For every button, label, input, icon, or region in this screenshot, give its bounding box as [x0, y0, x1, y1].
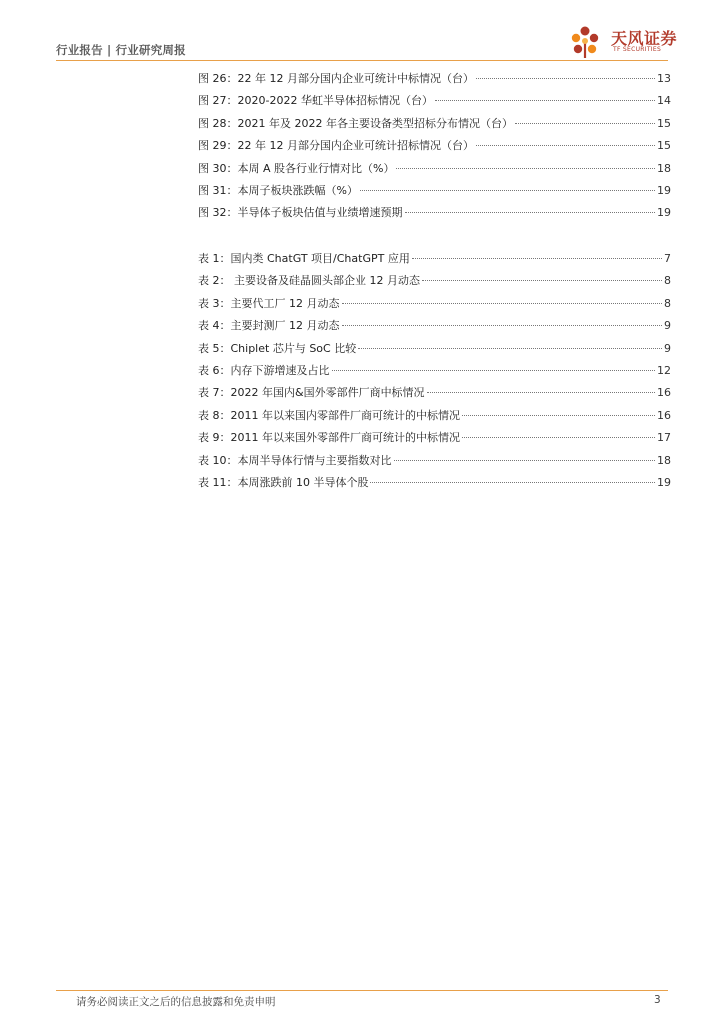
- toc-entry-figure[interactable]: [198, 202, 671, 224]
- figure-list: [198, 68, 671, 225]
- footer-divider: [56, 990, 668, 991]
- toc-entry-page: 16: [657, 386, 671, 400]
- toc-entry-label: 表 1：国内类 ChatGT 项目/ChatGPT 应用: [198, 252, 410, 265]
- dot-leader: [370, 482, 655, 483]
- toc-entry-table[interactable]: [198, 405, 671, 427]
- toc-entry-page: 18: [657, 453, 671, 467]
- toc-entry-figure[interactable]: [198, 113, 671, 135]
- toc-entry-label: 表 6：内存下游增速及占比: [198, 363, 330, 377]
- table-list: [198, 248, 671, 494]
- toc-entry-page: 8: [664, 296, 671, 310]
- toc-entry-table[interactable]: [198, 293, 671, 315]
- toc-entry-figure[interactable]: [198, 180, 671, 202]
- toc-entry-page: 7: [664, 252, 671, 265]
- logo-chinese-name: 天风证券: [611, 29, 678, 48]
- toc-entry-label: 图 29：22 年 12 月部分国内企业可统计招标情况（台）: [198, 139, 474, 153]
- dot-leader: [342, 325, 663, 326]
- page-number: 3: [654, 994, 661, 1006]
- company-logo: [567, 24, 677, 60]
- dot-leader: [462, 437, 655, 438]
- toc-entry-table[interactable]: [198, 315, 671, 337]
- toc-entry-label: 图 31：本周子板块涨跌幅（%）: [198, 183, 358, 197]
- toc-entry-label: 表 3：主要代工厂 12 月动态: [198, 296, 340, 310]
- toc-entry-label: 图 32：半导体子板块估值与业绩增速预期: [198, 206, 403, 220]
- dot-leader: [342, 303, 663, 304]
- toc-entry-label: 表 2： 主要设备及硅晶圆头部企业 12 月动态: [198, 274, 420, 288]
- toc-entry-label: 图 28：2021 年及 2022 年各主要设备类型招标分布情况（台）: [198, 116, 513, 130]
- header-divider: [56, 60, 668, 61]
- dot-leader: [476, 145, 655, 146]
- dot-leader: [405, 212, 656, 213]
- dot-leader: [435, 100, 655, 101]
- toc-entry-page: 19: [657, 206, 671, 220]
- toc-entry-page: 9: [664, 319, 671, 333]
- toc-entry-page: 14: [657, 94, 671, 108]
- toc-entry-page: 8: [664, 274, 671, 288]
- dot-leader: [476, 78, 655, 79]
- dot-leader: [515, 123, 655, 124]
- toc-entry-label: 表 4：主要封测厂 12 月动态: [198, 319, 340, 333]
- toc-entry-page: 19: [657, 475, 671, 489]
- footer-disclaimer: 请务必阅读正文之后的信息披露和免责申明: [76, 996, 276, 1008]
- flower-logo-icon: [567, 24, 607, 60]
- toc-entry-label: 表 5：Chiplet 芯片与 SoC 比较: [198, 341, 357, 355]
- toc-entry-figure[interactable]: [198, 90, 671, 112]
- toc-entry-label: 表 7：2022 年国内&国外零部件厂商中标情况: [198, 386, 425, 400]
- toc-entry-label: 表 11：本周涨跌前 10 半导体个股: [198, 475, 369, 489]
- toc-entry-table[interactable]: [198, 472, 671, 494]
- toc-entry-page: 15: [657, 139, 671, 153]
- dot-leader: [462, 415, 655, 416]
- toc-entry-page: 19: [657, 183, 671, 197]
- toc-entry-table[interactable]: [198, 248, 671, 270]
- dot-leader: [332, 370, 656, 371]
- dot-leader: [412, 258, 662, 259]
- toc-entry-label: 表 10：本周半导体行情与主要指数对比: [198, 453, 392, 467]
- toc-entry-figure[interactable]: [198, 158, 671, 180]
- logo-english-name: TF SECURITIES: [613, 46, 662, 53]
- toc-entry-page: 16: [657, 408, 671, 422]
- toc-entry-page: 18: [657, 161, 671, 175]
- toc-entry-page: 17: [657, 431, 671, 445]
- toc-entry-table[interactable]: [198, 382, 671, 404]
- toc-entry-label: 图 30：本周 A 股各行业行情对比（%）: [198, 161, 395, 175]
- toc-entry-figure[interactable]: [198, 135, 671, 157]
- toc-entry-label: 表 9：2011 年以来国外零部件厂商可统计的中标情况: [198, 431, 460, 445]
- toc-entry-table[interactable]: [198, 450, 671, 472]
- toc-entry-label: 图 26：22 年 12 月部分国内企业可统计中标情况（台）: [198, 72, 474, 85]
- toc-entry-table[interactable]: [198, 338, 671, 360]
- toc-entry-table[interactable]: [198, 427, 671, 449]
- dot-leader: [360, 190, 655, 191]
- dot-leader: [394, 460, 656, 461]
- toc-entry-table[interactable]: [198, 270, 671, 292]
- report-category-title: 行业报告 | 行业研究周报: [56, 43, 186, 57]
- dot-leader: [427, 392, 655, 393]
- dot-leader: [422, 280, 662, 281]
- toc-entry-page: 9: [664, 341, 671, 355]
- toc-entry-label: 表 8：2011 年以来国内零部件厂商可统计的中标情况: [198, 408, 460, 422]
- toc-entry-page: 12: [657, 363, 671, 377]
- toc-entry-table[interactable]: [198, 360, 671, 382]
- toc-entry-page: 13: [657, 72, 671, 85]
- toc-entry-page: 15: [657, 116, 671, 130]
- toc-entry-label: 图 27：2020-2022 华虹半导体招标情况（台）: [198, 94, 433, 108]
- dot-leader: [358, 348, 662, 349]
- dot-leader: [396, 168, 655, 169]
- toc-entry-figure[interactable]: [198, 68, 671, 90]
